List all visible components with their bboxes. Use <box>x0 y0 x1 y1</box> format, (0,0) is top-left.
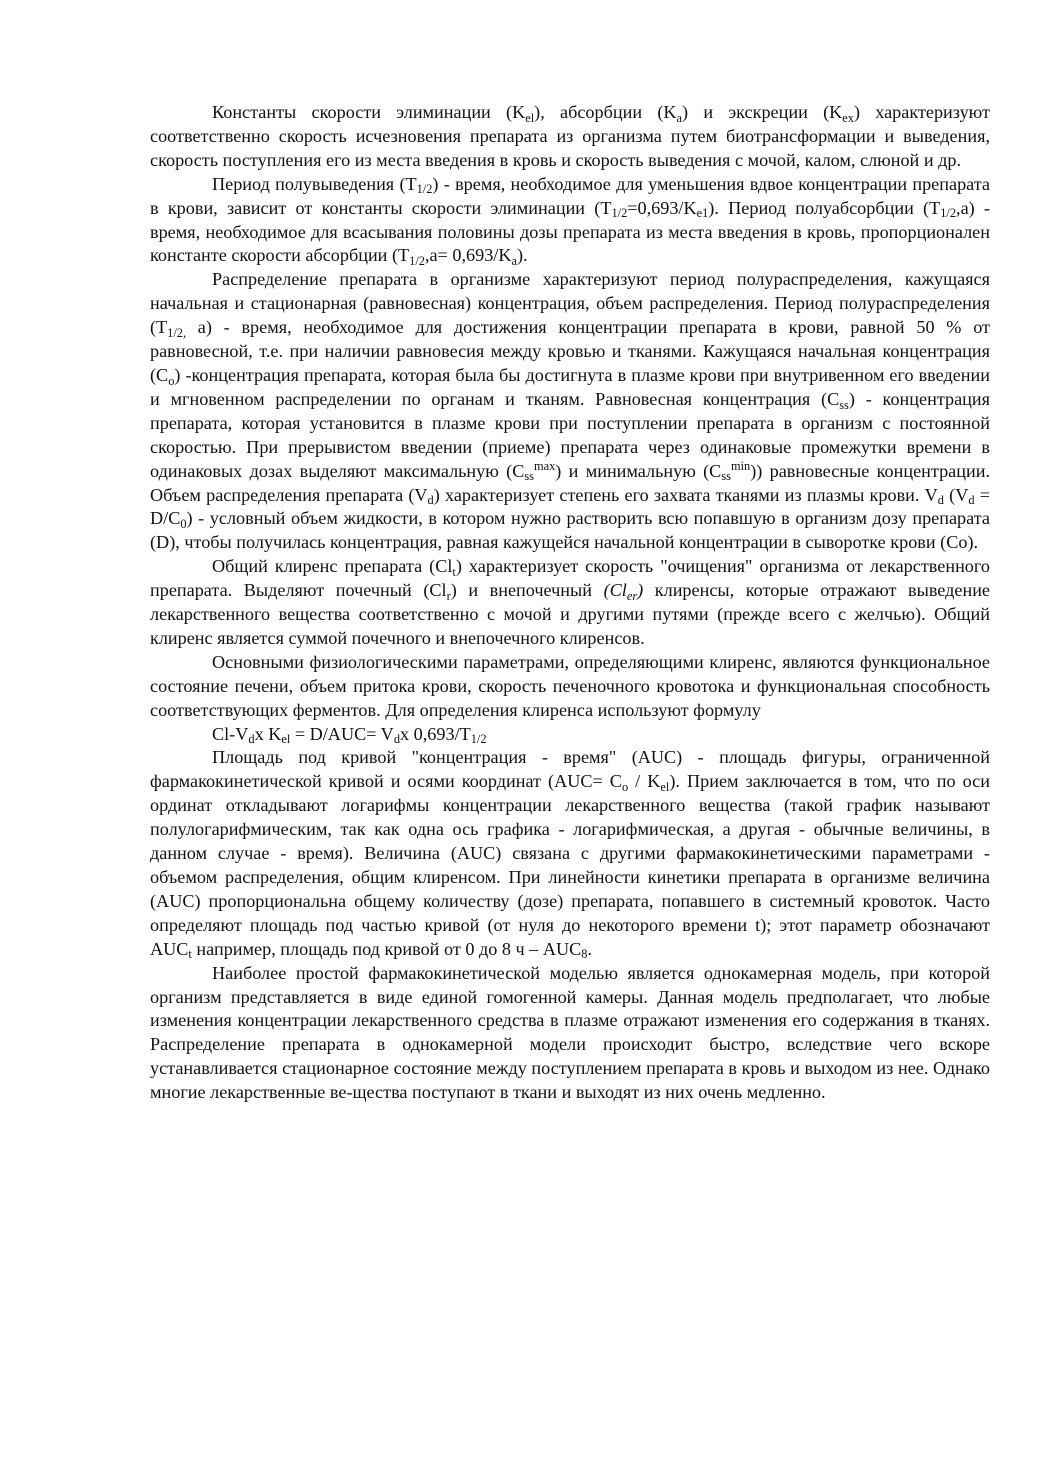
text-run: . <box>587 938 592 959</box>
text-run: ) - концентрация препарата, которая установится в плазме крови при поступлении препарата в организм с постоянной скоростью. При прерывистом введении (приеме) препарата через одинаковые промежутки времени в одинаковых дозах выделяют максимальную (C <box>150 388 990 481</box>
subscript: ex <box>842 110 854 125</box>
text-run: Площадь под кривой "концентрация - время" (AUC) - площадь фигуры, ограниченной фармакокинетической кривой и осями координат (AUC= C <box>150 747 990 792</box>
text-run: Cl-V <box>212 723 249 744</box>
text-run: (V <box>943 484 969 505</box>
subscript: 1/2 <box>416 182 433 197</box>
subscript: ss <box>721 469 731 484</box>
subscript: r <box>446 588 451 603</box>
subscript: 0 <box>180 517 187 532</box>
text-run: ). Прием заключается в том, что по оси ординат откладывают логарифмы концентрации лекарственного вещества (такой график называют полулогарифмическим, так как одна ось графика - логарифмическая, а другая - обычные величины, в данном случае - время). Величина (AUC) связана с другими фармакокинетическими параметрами - объемом распределения, общим клиренсом. При линейности кинетики препарата в организме величина (AUC) пропорциональна общему количеству (дозе) препарата, попавшего в системный кровоток. Часто определяют площадь под частью кривой (от нуля до некоторого времени t); этот параметр обозначают AUC <box>150 771 990 959</box>
text-run: ). Период полуабсорбции (T <box>708 197 941 218</box>
text-run: Распределение препарата в организме характеризуют период полураспределения, кажущаяся начальная и стационарная (равновесная) концентрация, объем распределения. Период полураспределения (T <box>150 269 990 338</box>
paragraph-half-life <box>150 173 990 269</box>
text-run: например, площадь под кривой от 0 до 8 ч – AUC <box>191 938 582 959</box>
subscript: 1/2 <box>940 206 957 221</box>
text-run: ,a) - время, необходимое для всасывания половины дозы препарата из места введения в кровь, пропорционален константе скорости абсорбции (T <box>150 197 990 266</box>
text-run: )) равновесные концентрации. Объем распределения препарата (V <box>150 460 990 505</box>
subscript: 1/2 <box>470 732 487 747</box>
text-run: Общий клиренс препарата (Cl <box>212 556 453 577</box>
text-run: Основными физиологическими параметрами, определяющими клиренс, являются функциональное состояние печени, объем притока крови, скорость печеночного кровотока и функциональная способность соответствующих ферментов. Для определения клиренса используют формулу <box>150 651 990 720</box>
italic-subscript: er <box>626 588 638 603</box>
subscript: 8 <box>581 947 588 962</box>
subscript: el <box>525 110 535 125</box>
subscript: d <box>427 493 434 508</box>
text-run: ) - условный объем жидкости, в котором нужно растворить всю попавшую в организм дозу препарата (D), чтобы получилась концентрация, равная кажущейся начальной концентрации в сыворотке крови (Co). <box>150 508 990 553</box>
clearance-formula <box>150 723 990 747</box>
text-run: ) -концентрация препарата, которая была бы достигнута в плазме крови при внутривенном его введении и мгновенном распределении по органам и тканям. Равновесная концентрация (C <box>150 364 990 409</box>
subscript: o <box>168 373 175 388</box>
italic-run: ) <box>637 580 644 601</box>
text-run: ) и внепочечный <box>450 580 604 601</box>
subscript: o <box>621 780 629 795</box>
text-run: Константы скорости элиминации (K <box>212 102 526 122</box>
text-run: ) характеризуют соответственно скорость исчезновения препарата из организма путем биотрансформации и выведения, скорость поступления его из места введения в кровь и скорость выведения с мочой, калом, слюной и др. <box>150 102 990 170</box>
subscript: d <box>248 732 255 747</box>
superscript: max <box>533 458 556 473</box>
paragraph-auc <box>150 746 990 961</box>
subscript: e1 <box>696 206 709 221</box>
paragraph-clearance-parameters <box>150 651 990 723</box>
subscript: ss <box>839 397 849 412</box>
text-run: ) и экскреции (K <box>682 102 843 122</box>
italic-run: (Cl <box>603 580 627 601</box>
subscript: 1/2 <box>409 254 425 269</box>
document-page <box>150 101 990 1105</box>
subscript: el <box>281 732 291 747</box>
subscript: a <box>676 110 683 125</box>
subscript: t <box>188 947 192 962</box>
subscript: 1/2, <box>167 325 187 340</box>
text-run: клиренсы, которые отражают выведение лекарственного вещества соответственно с мочой и другими путями (прежде всего с желчью). Общий клиренс является суммой почечного и внепочечного клиренсов. <box>150 580 990 648</box>
paragraph-clearance <box>150 555 990 651</box>
paragraph-one-compartment-model <box>150 962 990 1105</box>
text-run: a) - время, необходимое для достижения концентрации препарата в крови, равной 50 % от равновесной, т.е. при наличии равновесия между кровью и тканями. Кажущаяся начальная концентрация (C <box>150 317 990 385</box>
superscript: min <box>730 458 751 473</box>
text-run: x 0,693/T <box>400 723 471 744</box>
text-run: x K <box>254 723 282 744</box>
subscript: t <box>452 564 456 579</box>
text-run: ). <box>516 245 528 266</box>
text-run: = D/C <box>150 484 990 529</box>
text-run: ) и минимальную (C <box>555 460 722 481</box>
text-run: = D/AUC= V <box>290 723 394 744</box>
subscript: ss <box>524 469 534 484</box>
subscript: d <box>937 493 944 508</box>
text-run: =0,693/K <box>627 197 697 218</box>
paragraph-elimination-constants <box>150 101 990 173</box>
text-run: ), абсорбции (K <box>534 102 677 122</box>
text-run: Наиболее простой фармакокинетической моделью является однокамерная модель, при которой организм представляется в виде единой гомогенной камеры. Данная модель предполагает, что любые изменения концентрации лекарственного средства в плазме отражают изменения его содержания в тканях. Распределение препарата в однокамерной модели происходит быстро, вследствие чего вскоре устанавливается стационарное состояние между поступлением препарата в кровь и выходом из нее. Однако многие лекарственные ве-щества поступают в ткани и выходят из них очень медленно. <box>150 962 990 1103</box>
text-run: ) характеризует скорость "очищения" организма от лекарственного препарата. Выделяют почечный (Cl <box>150 556 990 601</box>
text-run: ) характеризует степень его захвата тканями из плазмы крови. V <box>433 484 938 505</box>
subscript: d <box>393 732 401 747</box>
text-run: / K <box>628 771 661 792</box>
subscript: el <box>660 780 670 795</box>
text-run: Период полувыведения (T <box>212 173 417 194</box>
subscript: d <box>968 493 975 508</box>
subscript: a <box>511 254 517 269</box>
paragraph-distribution <box>150 268 990 555</box>
text-run: ) - время, необходимое для уменьшения вдвое концентрации препарата в крови, зависит от константы скорости элиминации (T <box>150 173 991 218</box>
text-run: ,a= 0,693/K <box>424 245 512 266</box>
subscript: 1/2 <box>611 206 628 221</box>
